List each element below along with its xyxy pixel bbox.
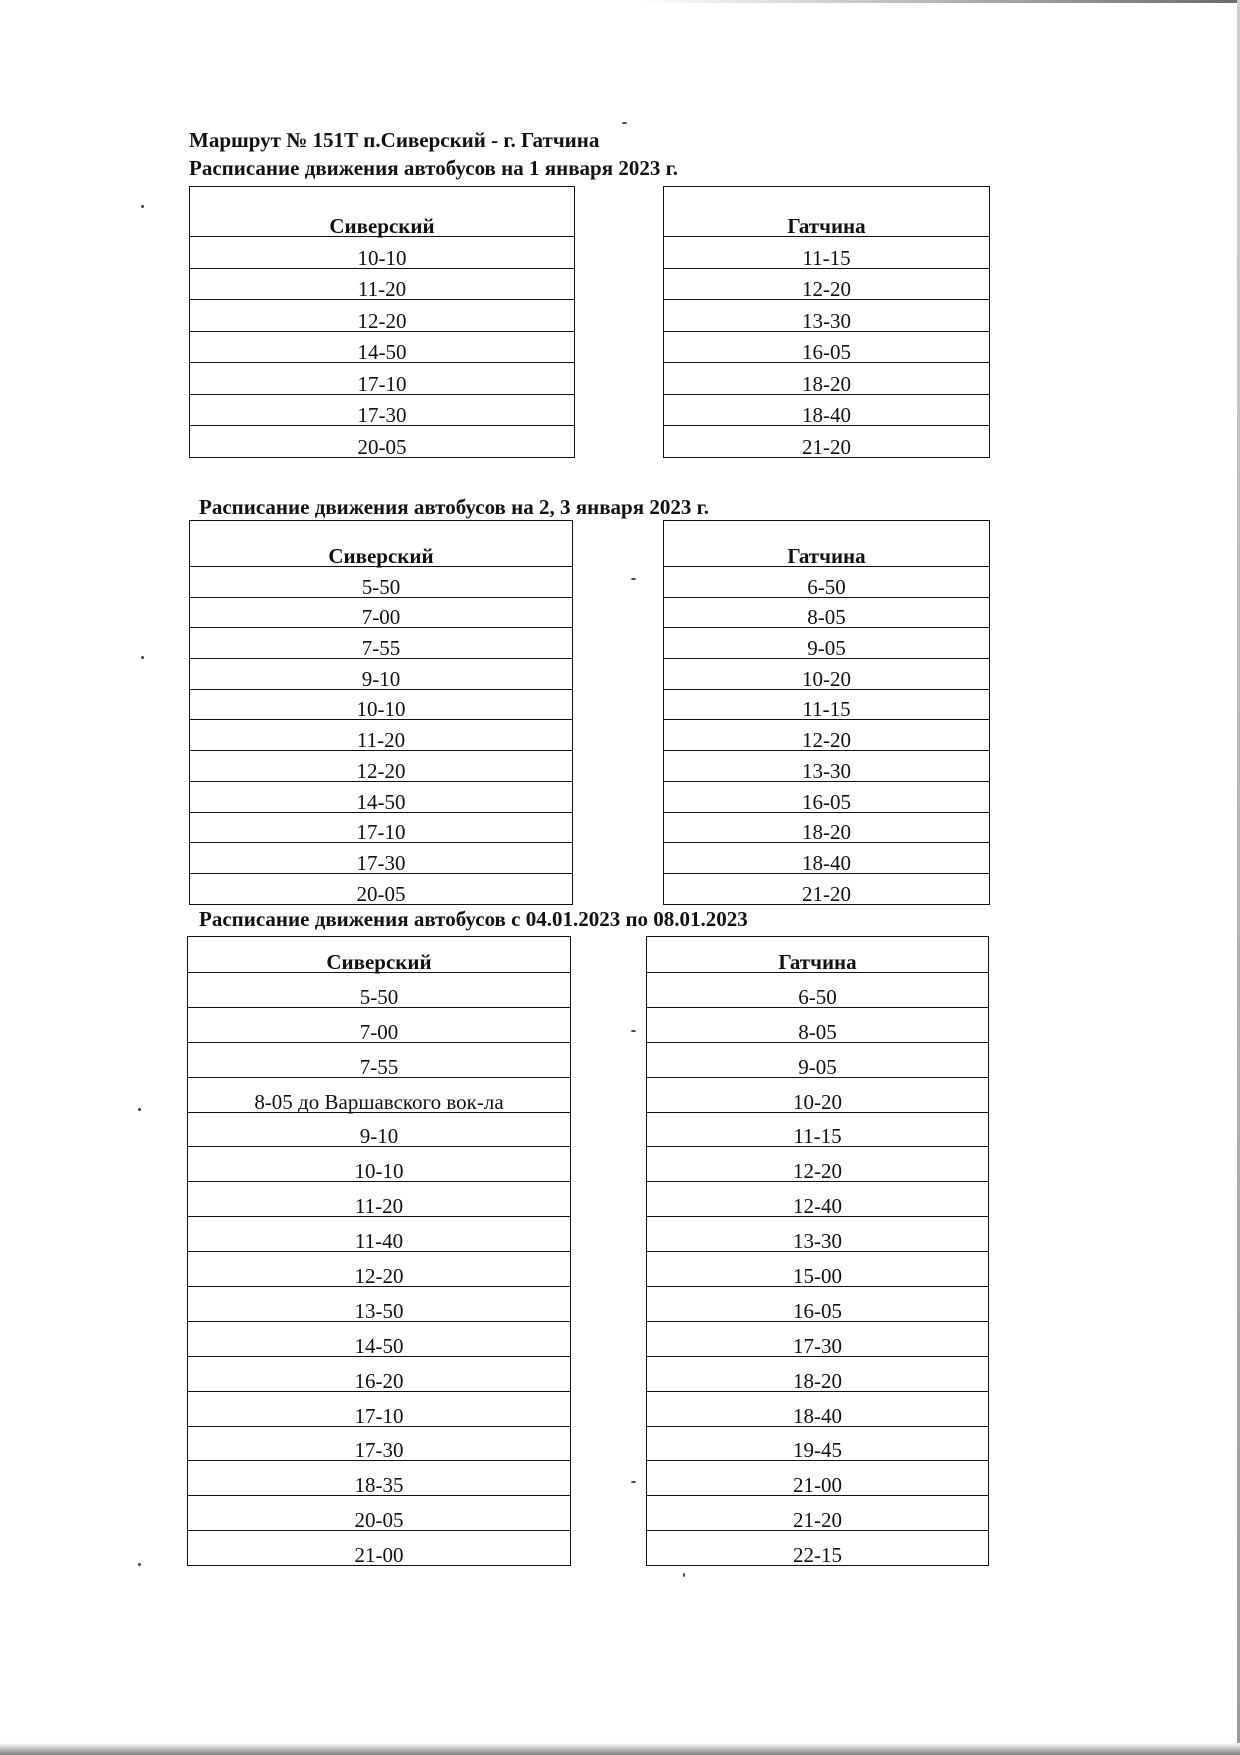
departure-time: 11-15	[647, 1112, 989, 1147]
table-row	[647, 1042, 989, 1077]
table-row	[188, 1112, 571, 1147]
table-row	[190, 781, 573, 812]
table-header-row	[190, 521, 573, 567]
table-row	[647, 1426, 989, 1461]
departure-time: 18-20	[647, 1356, 989, 1391]
departure-time: 11-20	[188, 1182, 571, 1217]
departure-time: 11-20	[190, 268, 575, 300]
table-row	[664, 237, 990, 269]
table-row	[647, 1112, 989, 1147]
table-row	[647, 973, 989, 1008]
departure-time: 9-10	[190, 659, 573, 690]
table-row	[664, 363, 990, 395]
table-row	[190, 363, 575, 395]
table-row	[664, 781, 990, 812]
departure-time: 18-20	[664, 812, 990, 843]
table-row	[190, 268, 575, 300]
table-row	[188, 973, 571, 1008]
table-row	[647, 1147, 989, 1182]
section-1-heading: Расписание движения автобусов на 1 января 2023 г.	[189, 156, 678, 180]
departure-time: 20-05	[190, 426, 575, 458]
departure-time: 7-55	[190, 628, 573, 659]
departure-time: 13-30	[664, 300, 990, 332]
departure-time: 21-00	[188, 1531, 571, 1566]
table-row	[188, 1182, 571, 1217]
departure-time: 12-20	[190, 300, 575, 332]
departure-time: 12-20	[647, 1147, 989, 1182]
departure-time: 10-20	[647, 1077, 989, 1112]
scan-speck	[138, 1563, 141, 1566]
schedule-table	[189, 520, 573, 905]
departure-time: 21-20	[664, 426, 990, 458]
table-row	[190, 873, 573, 904]
scan-top-edge	[640, 0, 1240, 3]
table-row	[647, 1077, 989, 1112]
column-header: Гатчина	[664, 187, 990, 237]
table-row	[647, 1182, 989, 1217]
schedule-table	[663, 186, 990, 458]
table-row	[190, 426, 575, 458]
departure-time: 13-30	[664, 751, 990, 782]
departure-time: 19-45	[647, 1426, 989, 1461]
departure-time: 8-05	[664, 597, 990, 628]
table-row	[188, 1077, 571, 1112]
departure-time: 17-30	[647, 1321, 989, 1356]
table-row	[190, 751, 573, 782]
table-row	[647, 1007, 989, 1042]
section-3-heading: Расписание движения автобусов с 04.01.2023 по 08.01.2023	[199, 907, 748, 931]
table-row	[647, 1496, 989, 1531]
table-row	[190, 567, 573, 598]
departure-time: 9-10	[188, 1112, 571, 1147]
departure-time: 17-10	[190, 363, 575, 395]
departure-time: 9-05	[647, 1042, 989, 1077]
departure-time: 16-20	[188, 1356, 571, 1391]
departure-time: 9-05	[664, 628, 990, 659]
table-row	[188, 1287, 571, 1322]
table-header-row	[647, 937, 989, 973]
table-row	[647, 1531, 989, 1566]
table-row	[188, 1007, 571, 1042]
departure-time: 16-05	[664, 781, 990, 812]
departure-time: 22-15	[647, 1531, 989, 1566]
column-header: Сиверский	[188, 937, 571, 973]
departure-time: 7-00	[188, 1007, 571, 1042]
scan-speck	[683, 1573, 685, 1577]
schedule-table	[663, 520, 990, 905]
table-row	[188, 1391, 571, 1426]
departure-time: 8-05 до Варшавского вок-ла	[188, 1077, 571, 1112]
schedule-table	[187, 936, 571, 1566]
departure-time: 10-20	[664, 659, 990, 690]
table-row	[190, 237, 575, 269]
table-row	[190, 394, 575, 426]
table-row	[664, 300, 990, 332]
departure-time: 10-10	[188, 1147, 571, 1182]
table-row	[664, 720, 990, 751]
column-header: Гатчина	[647, 937, 989, 973]
departure-time: 11-15	[664, 237, 990, 269]
departure-time: 21-20	[647, 1496, 989, 1531]
table-header-row	[190, 187, 575, 237]
table-header-row	[188, 937, 571, 973]
table-row	[664, 873, 990, 904]
departure-time: 10-10	[190, 237, 575, 269]
table-row	[664, 751, 990, 782]
table-row	[190, 628, 573, 659]
table-row	[190, 720, 573, 751]
departure-time: 20-05	[188, 1496, 571, 1531]
departure-time: 18-40	[664, 394, 990, 426]
table-header-row	[664, 521, 990, 567]
departure-time: 12-20	[190, 751, 573, 782]
departure-time: 6-50	[664, 567, 990, 598]
departure-time: 11-20	[190, 720, 573, 751]
departure-time: 17-30	[190, 843, 573, 874]
departure-time: 8-05	[647, 1007, 989, 1042]
departure-time: 14-50	[190, 331, 575, 363]
departure-time: 16-05	[647, 1287, 989, 1322]
departure-time: 17-30	[188, 1426, 571, 1461]
departure-time: 18-20	[664, 363, 990, 395]
schedule-table	[189, 186, 575, 458]
departure-time: 5-50	[188, 973, 571, 1008]
departure-time: 18-35	[188, 1461, 571, 1496]
schedule-table	[646, 936, 989, 1566]
departure-time: 12-40	[647, 1182, 989, 1217]
table-row	[664, 426, 990, 458]
table-row	[190, 812, 573, 843]
scan-speck	[622, 122, 627, 124]
departure-time: 20-05	[190, 873, 573, 904]
departure-time: 13-50	[188, 1287, 571, 1322]
table-row	[188, 1461, 571, 1496]
departure-time: 12-20	[188, 1252, 571, 1287]
table-row	[188, 1321, 571, 1356]
table-row	[188, 1252, 571, 1287]
table-row	[664, 689, 990, 720]
table-row	[647, 1217, 989, 1252]
departure-time: 6-50	[647, 973, 989, 1008]
table-row	[664, 597, 990, 628]
departure-time: 18-40	[647, 1391, 989, 1426]
scan-speck	[631, 1481, 636, 1483]
table-row	[647, 1356, 989, 1391]
table-row	[190, 843, 573, 874]
table-row	[188, 1496, 571, 1531]
table-row	[190, 300, 575, 332]
departure-time: 7-00	[190, 597, 573, 628]
scan-speck	[631, 578, 636, 580]
column-header: Сиверский	[190, 521, 573, 567]
scan-bottom-edge	[0, 1743, 1240, 1755]
departure-time: 13-30	[647, 1217, 989, 1252]
route-title: Маршрут № 151Т п.Сиверский - г. Гатчина	[189, 128, 600, 152]
table-row	[664, 659, 990, 690]
departure-time: 12-20	[664, 268, 990, 300]
table-row	[664, 628, 990, 659]
table-row	[188, 1217, 571, 1252]
table-row	[188, 1147, 571, 1182]
departure-time: 18-40	[664, 843, 990, 874]
column-header: Сиверский	[190, 187, 575, 237]
table-row	[188, 1042, 571, 1077]
departure-time: 11-15	[664, 689, 990, 720]
section-2-heading: Расписание движения автобусов на 2, 3 января 2023 г.	[199, 495, 709, 519]
departure-time: 17-10	[190, 812, 573, 843]
table-row	[188, 1426, 571, 1461]
scan-speck	[141, 656, 144, 659]
table-row	[647, 1321, 989, 1356]
table-row	[664, 567, 990, 598]
table-row	[664, 843, 990, 874]
column-header: Гатчина	[664, 521, 990, 567]
table-row	[647, 1287, 989, 1322]
table-row	[190, 689, 573, 720]
table-row	[188, 1356, 571, 1391]
departure-time: 16-05	[664, 331, 990, 363]
departure-time: 7-55	[188, 1042, 571, 1077]
scan-speck	[631, 1030, 636, 1032]
table-row	[664, 394, 990, 426]
table-row	[647, 1461, 989, 1496]
departure-time: 21-20	[664, 873, 990, 904]
scan-speck	[141, 205, 144, 208]
departure-time: 14-50	[190, 781, 573, 812]
scan-speck	[138, 1108, 141, 1111]
table-row	[188, 1531, 571, 1566]
departure-time: 17-30	[190, 394, 575, 426]
departure-time: 17-10	[188, 1391, 571, 1426]
table-row	[664, 331, 990, 363]
table-row	[664, 812, 990, 843]
departure-time: 14-50	[188, 1321, 571, 1356]
table-row	[190, 597, 573, 628]
table-row	[190, 659, 573, 690]
table-row	[664, 268, 990, 300]
table-row	[190, 331, 575, 363]
departure-time: 10-10	[190, 689, 573, 720]
departure-time: 11-40	[188, 1217, 571, 1252]
departure-time: 12-20	[664, 720, 990, 751]
table-header-row	[664, 187, 990, 237]
departure-time: 5-50	[190, 567, 573, 598]
table-row	[647, 1252, 989, 1287]
departure-time: 15-00	[647, 1252, 989, 1287]
table-row	[647, 1391, 989, 1426]
departure-time: 21-00	[647, 1461, 989, 1496]
